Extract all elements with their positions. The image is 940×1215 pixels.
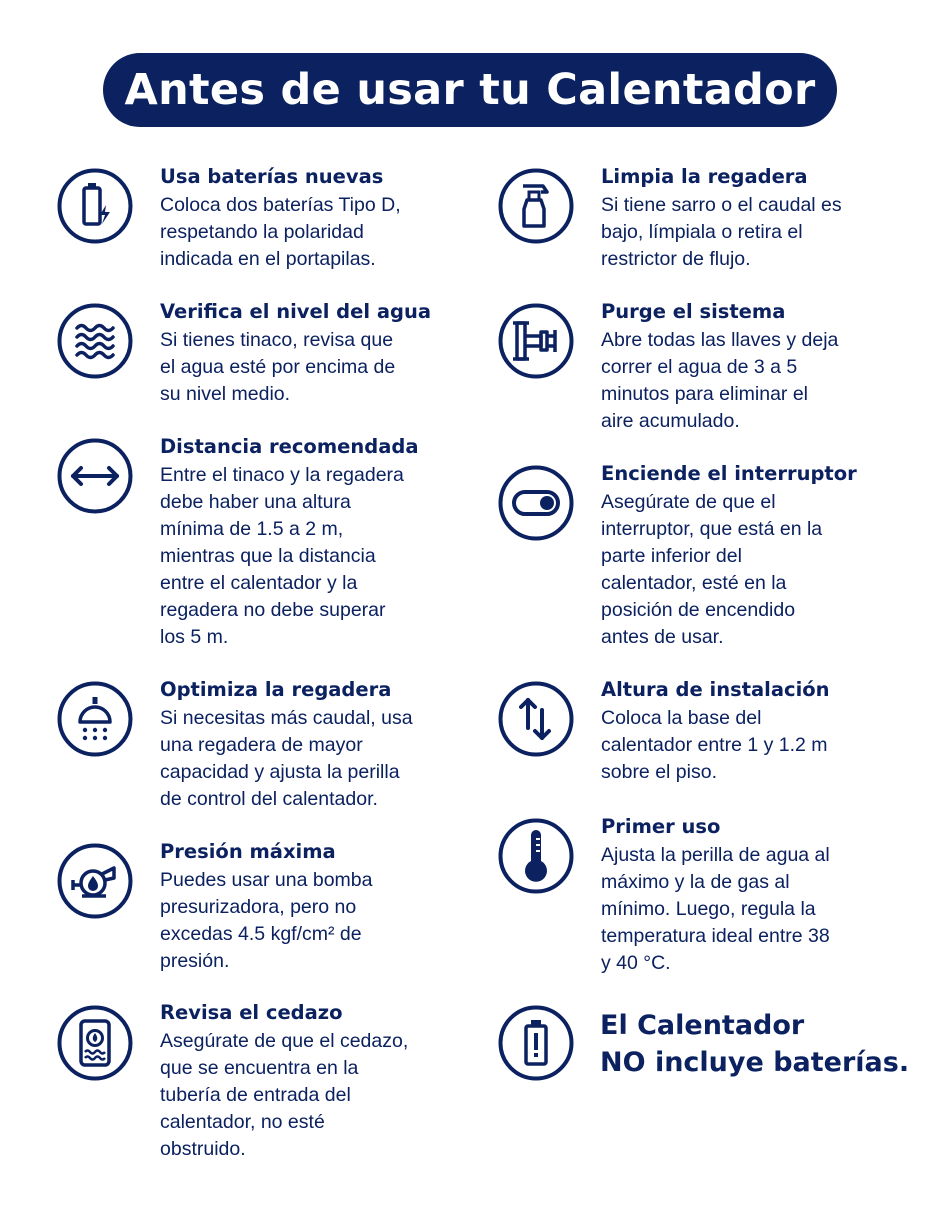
item-line: Asegúrate de que el (601, 491, 776, 513)
item-line: capacidad y ajusta la perilla (160, 761, 400, 783)
item-line: Si necesitas más caudal, usa (160, 707, 413, 729)
item-line: y 40 °C. (601, 952, 671, 974)
item-line: restrictor de flujo. (601, 248, 751, 270)
item-line: presión. (160, 950, 230, 972)
item-line: Entre el tinaco y la regadera (160, 464, 404, 486)
item-line: calentador, esté en la (601, 572, 787, 594)
item-line: aire acumulado. (601, 410, 740, 432)
item-line: una regadera de mayor (160, 734, 363, 756)
item-line: Abre todas las llaves y deja (601, 329, 839, 351)
water-waves-icon (56, 302, 134, 380)
item-altura (601, 676, 901, 786)
item-primer-uso (601, 813, 901, 977)
spray-bottle-icon (497, 167, 575, 245)
item-heading: Revisa el cedazo (160, 1001, 343, 1024)
page-title: Antes de usar tu Calentador (124, 65, 816, 115)
item-heading: Verifica el nivel del agua (160, 300, 432, 323)
item-line: obstruido. (160, 1138, 246, 1160)
item-line: excedas 4.5 kgf/cm² de (160, 923, 362, 945)
item-line: presurizadora, pero no (160, 896, 357, 918)
item-baterias (160, 163, 460, 273)
item-line: máximo y la de gas al (601, 871, 790, 893)
item-line: respetando la polaridad (160, 221, 364, 243)
item-line: indicada en el portapilas. (160, 248, 376, 270)
item-line: mientras que la distancia (160, 545, 376, 567)
title-banner (103, 53, 837, 127)
item-line: bajo, límpiala o retira el (601, 221, 803, 243)
item-heading: Usa baterías nuevas (160, 165, 384, 188)
item-line: tubería de entrada del (160, 1084, 351, 1106)
battery-charging-icon (56, 167, 134, 245)
item-distancia (160, 433, 460, 651)
no-batteries-notice (600, 1007, 910, 1081)
item-heading: Distancia recomendada (160, 435, 419, 458)
item-line: de control del calentador. (160, 788, 378, 810)
item-line: correr el agua de 3 a 5 (601, 356, 798, 378)
item-line: los 5 m. (160, 626, 229, 648)
pipe-valves-icon (497, 302, 575, 380)
water-heater-icon (56, 1004, 134, 1082)
battery-warning-icon (497, 1004, 575, 1082)
item-presion (160, 838, 460, 975)
item-line: posición de encendido (601, 599, 796, 621)
item-line: su nivel medio. (160, 383, 291, 405)
item-line: mínimo. Luego, regula la (601, 898, 816, 920)
double-arrow-icon (56, 437, 134, 515)
shower-head-icon (56, 680, 134, 758)
item-nivel-agua (160, 298, 460, 408)
item-heading: Optimiza la regadera (160, 678, 392, 701)
item-line: entre el calentador y la (160, 572, 358, 594)
item-line: Puedes usar una bomba (160, 869, 373, 891)
item-line: temperatura ideal entre 38 (601, 925, 830, 947)
notice-line-1: El Calentador (600, 1010, 805, 1041)
item-line: minutos para eliminar el (601, 383, 809, 405)
item-purge (601, 298, 901, 435)
notice-line-2: NO incluye baterías. (600, 1047, 910, 1078)
item-interruptor (601, 460, 901, 651)
item-line: interruptor, que está en la (601, 518, 823, 540)
toggle-switch-icon (497, 464, 575, 542)
item-line: Asegúrate de que el cedazo, (160, 1030, 409, 1052)
item-line: parte inferior del (601, 545, 742, 567)
item-line: calentador entre 1 y 1.2 m (601, 734, 828, 756)
item-limpia (601, 163, 901, 273)
item-line: antes de usar. (601, 626, 724, 648)
item-line: debe haber una altura (160, 491, 351, 513)
item-line: regadera no debe superar (160, 599, 386, 621)
item-heading: Purge el sistema (601, 300, 786, 323)
item-heading: Limpia la regadera (601, 165, 808, 188)
item-line: sobre el piso. (601, 761, 717, 783)
item-line: calentador, no esté (160, 1111, 325, 1133)
item-line: Si tienes tinaco, revisa que (160, 329, 394, 351)
item-line: mínima de 1.5 a 2 m, (160, 518, 344, 540)
item-heading: Enciende el interruptor (601, 462, 857, 485)
item-cedazo (160, 999, 460, 1163)
item-line: Ajusta la perilla de agua al (601, 844, 830, 866)
item-heading: Presión máxima (160, 840, 336, 863)
item-line: que se encuentra en la (160, 1057, 359, 1079)
up-down-arrows-icon (497, 680, 575, 758)
pressure-pump-icon (56, 842, 134, 920)
item-line: Coloca dos baterías Tipo D, (160, 194, 401, 216)
item-line: Coloca la base del (601, 707, 762, 729)
item-line: el agua esté por encima de (160, 356, 396, 378)
item-regadera (160, 676, 460, 813)
item-line: Si tiene sarro o el caudal es (601, 194, 842, 216)
thermometer-icon (497, 817, 575, 895)
item-heading: Altura de instalación (601, 678, 830, 701)
item-heading: Primer uso (601, 815, 721, 838)
